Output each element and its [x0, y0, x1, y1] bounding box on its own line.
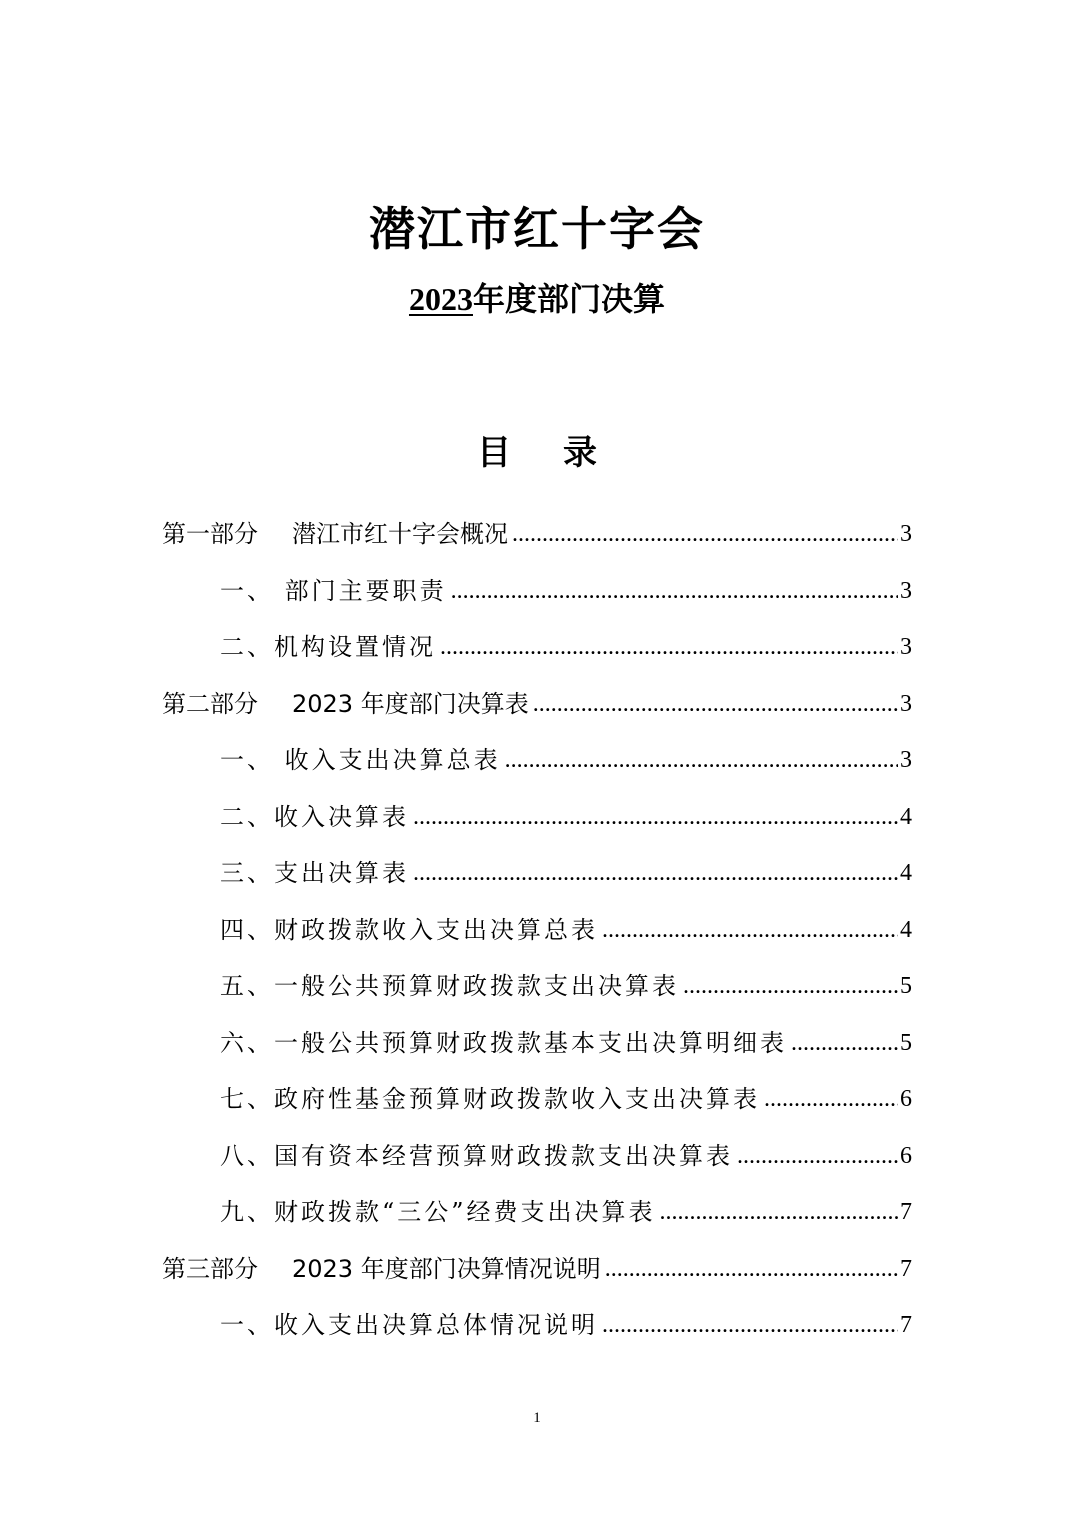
subtitle-year: 2023 [408, 281, 473, 317]
toc-section-entry[interactable] [220, 619, 912, 675]
toc-entry-label: 二、收入决算表 [220, 802, 409, 831]
toc-dot-leader [409, 845, 898, 901]
toc-entry-label: 七、政府性基金预算财政拨款收入支出决算表 [220, 1085, 760, 1113]
toc-part-title: 2023 年度部门决算表 [292, 689, 529, 718]
toc-entry-label: 二、机构设置情况 [220, 633, 436, 661]
subtitle-text: 年度部门决算 [472, 281, 665, 317]
toc-part-entry[interactable] [162, 1241, 912, 1297]
toc-section-entry[interactable] [220, 732, 912, 788]
toc-dot-leader [601, 1241, 898, 1297]
toc-dot-leader [501, 732, 898, 788]
toc-part-title: 潜江市红十字会概况 [292, 520, 508, 548]
toc-section-entry[interactable] [220, 902, 912, 958]
toc-page-number: 5 [900, 973, 912, 999]
toc-section-entry[interactable] [220, 1184, 912, 1240]
document-title: 潜江市红十字会 [369, 202, 705, 256]
toc-entry-label [162, 676, 529, 732]
toc-part-title: 2023 年度部门决算情况说明 [292, 1254, 601, 1283]
page-number: 1 [533, 1410, 541, 1426]
toc-dot-leader [436, 619, 898, 675]
toc-entry-label: 一、 部门主要职责 [220, 576, 447, 605]
toc-section-entry[interactable] [220, 958, 912, 1014]
toc-part-entry[interactable] [162, 506, 912, 562]
toc-section-entry[interactable] [220, 845, 912, 901]
toc-section-entry[interactable] [220, 1071, 912, 1127]
toc-page-number: 6 [900, 1086, 912, 1112]
toc-dot-leader [447, 563, 898, 619]
toc-dot-leader [733, 1128, 898, 1184]
toc-page-number: 6 [900, 1142, 912, 1169]
toc-page-number: 7 [900, 1312, 912, 1338]
toc-entry-label: 六、一般公共预算财政拨款基本支出决算明细表 [220, 1028, 787, 1057]
toc-section-entry[interactable] [220, 563, 912, 619]
toc-page-number: 3 [900, 747, 912, 773]
toc-entry-label: 九、财政拨款“三公”经费支出决算表 [220, 1198, 656, 1226]
toc-entry-label [162, 506, 508, 562]
toc-heading-char-2: 录 [563, 433, 597, 473]
toc-entry-label [162, 1241, 601, 1297]
toc-section-entry[interactable] [220, 1128, 912, 1184]
toc-page-number: 7 [900, 1199, 912, 1225]
toc-page-number: 4 [900, 803, 912, 830]
toc-dot-leader [409, 789, 898, 845]
toc-heading [0, 428, 1074, 478]
toc-page-number: 3 [900, 521, 912, 547]
toc-dot-leader [787, 1015, 898, 1071]
toc-dot-leader [656, 1184, 898, 1240]
toc-page-number: 4 [900, 916, 912, 943]
toc-entry-label: 一、收入支出决算总体情况说明 [220, 1311, 598, 1339]
toc-page-number: 3 [900, 577, 912, 604]
toc-entry-label: 四、财政拨款收入支出决算总表 [220, 915, 598, 944]
toc-page-number: 7 [900, 1255, 912, 1282]
toc-dot-leader [598, 902, 898, 958]
toc-heading-char-1: 目 [477, 433, 511, 473]
toc-page-number: 5 [900, 1029, 912, 1056]
toc-dot-leader [508, 506, 898, 562]
toc-page-number: 3 [900, 634, 912, 660]
toc-part-entry[interactable] [162, 676, 912, 732]
toc-entry-label: 一、 收入支出决算总表 [220, 746, 501, 774]
toc-dot-leader [760, 1071, 898, 1127]
document-subtitle [0, 275, 1074, 323]
toc-page-number: 3 [900, 690, 912, 717]
toc-dot-leader [598, 1297, 898, 1353]
toc-part-prefix: 第一部分 [162, 520, 258, 548]
toc-entry-label: 三、支出决算表 [220, 859, 409, 887]
toc-section-entry[interactable] [220, 789, 912, 845]
toc-section-entry[interactable] [220, 1015, 912, 1071]
toc-entry-label: 五、一般公共预算财政拨款支出决算表 [220, 972, 679, 1000]
toc-part-prefix: 第三部分 [162, 1254, 258, 1283]
toc-dot-leader [529, 676, 898, 732]
toc-dot-leader [679, 958, 898, 1014]
toc-part-prefix: 第二部分 [162, 689, 258, 718]
toc-section-entry[interactable] [220, 1297, 912, 1353]
toc-entry-label: 八、国有资本经营预算财政拨款支出决算表 [220, 1141, 733, 1170]
toc-page-number: 4 [900, 860, 912, 886]
